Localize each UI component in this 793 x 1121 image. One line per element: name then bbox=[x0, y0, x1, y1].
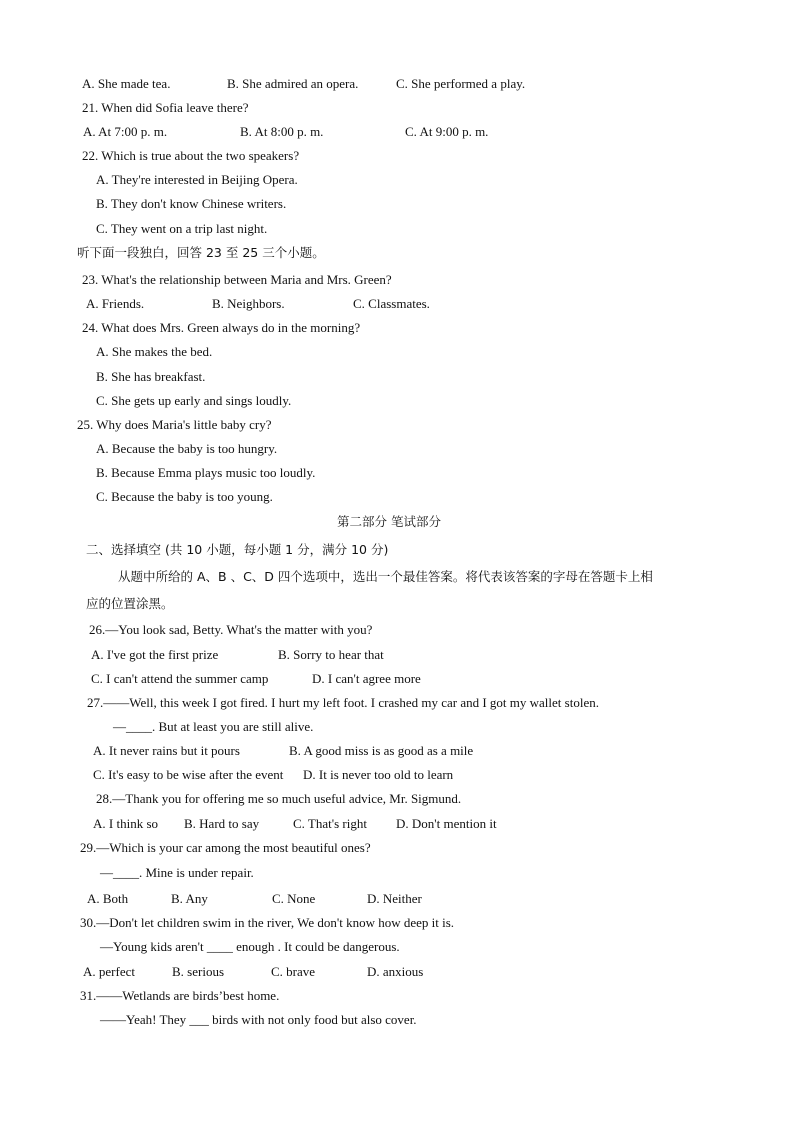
q23-option-c: C. Classmates. bbox=[353, 296, 430, 311]
q27-option-a: A. It never rains but it pours bbox=[93, 743, 240, 758]
q29-reply: —____. Mine is under repair. bbox=[100, 865, 254, 880]
q27-option-d: D. It is never too old to learn bbox=[303, 767, 454, 782]
q27-option-b: B. A good miss is as good as a mile bbox=[289, 743, 474, 758]
q23-stem: 23. What's the relationship between Maria and Mrs. Green? bbox=[82, 272, 392, 287]
q26-option-b: B. Sorry to hear that bbox=[278, 647, 384, 662]
q30-option-d: D. anxious bbox=[367, 964, 424, 979]
q29-stem: 29.—Which is your car among the most beautiful ones? bbox=[80, 840, 371, 855]
q25-option-a: A. Because the baby is too hungry. bbox=[96, 441, 278, 456]
q27-option-c: C. It's easy to be wise after the event bbox=[93, 767, 284, 782]
q30-reply: —Young kids aren't ____ enough . It could be dangerous. bbox=[100, 939, 400, 954]
q25-option-b: B. Because Emma plays music too loudly. bbox=[96, 465, 316, 480]
q27-reply: —____. But at least you are still alive. bbox=[113, 719, 314, 734]
q28-stem: 28.—Thank you for offering me so much useful advice, Mr. Sigmund. bbox=[96, 791, 462, 806]
q22-stem: 22. Which is true about the two speakers? bbox=[82, 148, 300, 163]
q26-option-a: A. I've got the first prize bbox=[91, 647, 219, 662]
q21-option-a: A. At 7:00 p. m. bbox=[83, 124, 168, 139]
q30-option-c: C. brave bbox=[271, 964, 316, 979]
q21-stem: 21. When did Sofia leave there? bbox=[82, 100, 249, 115]
q20-option-c: C. She performed a play. bbox=[396, 76, 526, 91]
q20-option-a: A. She made tea. bbox=[82, 76, 171, 91]
q23-option-b: B. Neighbors. bbox=[212, 296, 285, 311]
part-2-title: 第二部分 笔试部分 bbox=[337, 514, 441, 529]
section-2-instruction-line-2: 应的位置涂黑。 bbox=[86, 596, 174, 611]
q28-option-b: B. Hard to say bbox=[184, 816, 260, 831]
q22-option-c: C. They went on a trip last night. bbox=[96, 221, 268, 236]
q20-option-b: B. She admired an opera. bbox=[227, 76, 359, 91]
section-2-title: 二、选择填空 (共 10 小题，每小题 1 分，满分 10 分) bbox=[86, 542, 389, 557]
q26-option-c: C. I can't attend the summer camp bbox=[91, 671, 269, 686]
q22-option-b: B. They don't know Chinese writers. bbox=[96, 196, 287, 211]
q28-option-a: A. I think so bbox=[93, 816, 158, 831]
listening-instruction: 听下面一段独白，回答 23 至 25 三个小题。 bbox=[77, 245, 325, 260]
q29-option-d: D. Neither bbox=[367, 891, 422, 906]
q28-option-d: D. Don't mention it bbox=[396, 816, 497, 831]
q30-option-a: A. perfect bbox=[83, 964, 135, 979]
q31-stem: 31.——Wetlands are birds’best home. bbox=[80, 988, 280, 1003]
q25-stem: 25. Why does Maria's little baby cry? bbox=[77, 417, 272, 432]
q25-option-c: C. Because the baby is too young. bbox=[96, 489, 273, 504]
q29-option-c: C. None bbox=[272, 891, 316, 906]
q29-option-b: B. Any bbox=[171, 891, 208, 906]
q21-option-c: C. At 9:00 p. m. bbox=[405, 124, 489, 139]
q26-stem: 26.—You look sad, Betty. What's the matter with you? bbox=[89, 622, 373, 637]
q29-option-a: A. Both bbox=[87, 891, 129, 906]
q24-stem: 24. What does Mrs. Green always do in the morning? bbox=[82, 320, 361, 335]
q30-stem: 30.—Don't let children swim in the river, We don't know how deep it is. bbox=[80, 915, 455, 930]
q28-option-c: C. That's right bbox=[293, 816, 367, 831]
q24-option-c: C. She gets up early and sings loudly. bbox=[96, 393, 292, 408]
q27-stem: 27.——Well, this week I got fired. I hurt my left foot. I crashed my car and I got my wallet stolen. bbox=[87, 695, 599, 710]
q24-option-a: A. She makes the bed. bbox=[96, 344, 213, 359]
q24-option-b: B. She has breakfast. bbox=[96, 369, 206, 384]
q21-option-b: B. At 8:00 p. m. bbox=[240, 124, 324, 139]
q23-option-a: A. Friends. bbox=[86, 296, 145, 311]
q31-reply: ——Yeah! They ___ birds with not only food but also cover. bbox=[100, 1012, 417, 1027]
q22-option-a: A. They're interested in Beijing Opera. bbox=[96, 172, 298, 187]
q30-option-b: B. serious bbox=[172, 964, 224, 979]
section-2-instruction-line-1: 从题中所给的 A、B 、C、D 四个选项中，选出一个最佳答案。将代表该答案的字母在答题卡上相 bbox=[118, 569, 653, 584]
q26-option-d: D. I can't agree more bbox=[312, 671, 421, 686]
